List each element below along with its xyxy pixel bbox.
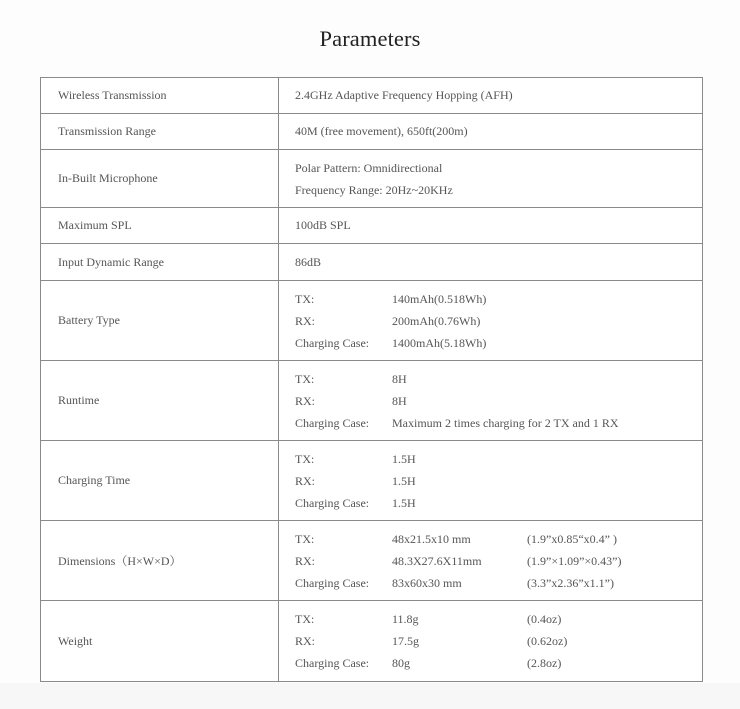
param-line: Polar Pattern: Omnidirectional [295, 160, 443, 175]
param-value: 2.4GHz Adaptive Frequency Hopping (AFH) [279, 78, 703, 114]
sub-key: TX: [295, 451, 315, 466]
sub-key: Charging Case: [295, 335, 370, 350]
sub-extra: (0.62oz) [527, 634, 568, 648]
sub-value: 140mAh(0.518Wh) [392, 291, 487, 306]
table-row [41, 281, 703, 361]
param-value: 100dB SPL [279, 208, 703, 244]
sub-item [295, 608, 702, 630]
param-value [279, 361, 703, 441]
sub-item [295, 550, 702, 572]
table-row [41, 361, 703, 441]
sub-key: RX: [295, 313, 316, 328]
page-footer-band [0, 683, 740, 709]
sub-item [295, 368, 702, 390]
sub-value: 1.5H [392, 473, 416, 488]
sub-value: 200mAh(0.76Wh) [392, 313, 481, 328]
sub-item [295, 652, 702, 674]
sub-value: 1.5H [392, 451, 416, 466]
sub-item [295, 630, 702, 652]
sub-item [295, 492, 702, 514]
sub-value: 83x60x30 mm [392, 575, 462, 590]
sub-key: Charging Case: [295, 495, 370, 510]
sub-item [295, 390, 702, 412]
sub-extra: (1.9”×1.09”×0.43”) [527, 553, 622, 568]
param-label: In-Built Microphone [41, 150, 279, 208]
table-row [41, 150, 703, 208]
sub-value: 80g [392, 656, 410, 670]
sub-item [295, 412, 702, 434]
sub-value: Maximum 2 times charging for 2 TX and 1 RX [392, 415, 619, 430]
sub-key: Charging Case: [295, 415, 370, 430]
param-label: Transmission Range [41, 114, 279, 150]
param-label: Weight [41, 601, 279, 682]
param-value [279, 150, 703, 208]
param-value: 40M (free movement), 650ft(200m) [279, 114, 703, 150]
param-line: Frequency Range: 20Hz~20KHz [295, 182, 453, 197]
table-row [41, 114, 703, 150]
sub-item [295, 288, 702, 310]
table-row [41, 208, 703, 244]
sub-item [295, 310, 702, 332]
sub-key: RX: [295, 393, 316, 408]
sub-value: 48.3X27.6X11mm [392, 553, 482, 568]
sub-extra: (0.4oz) [527, 612, 562, 626]
sub-key: TX: [295, 531, 315, 546]
param-label: Dimensions（H×W×D） [41, 521, 279, 601]
param-label: Wireless Transmission [41, 78, 279, 114]
table-row [41, 601, 703, 682]
sub-key: Charging Case: [295, 656, 370, 670]
sub-value: 17.5g [392, 634, 419, 648]
sub-item [295, 332, 702, 354]
sub-key: RX: [295, 473, 316, 488]
param-label: Maximum SPL [41, 208, 279, 244]
sub-key: RX: [295, 634, 316, 648]
sub-value: 11.8g [392, 612, 419, 626]
param-label: Input Dynamic Range [41, 244, 279, 281]
sub-extra: (2.8oz) [527, 656, 562, 670]
sub-value: 48x21.5x10 mm [392, 531, 471, 546]
table-row [41, 244, 703, 281]
sub-key: TX: [295, 291, 315, 306]
table-row [41, 441, 703, 521]
param-value [279, 601, 703, 682]
sub-item [295, 470, 702, 492]
sub-item [295, 448, 702, 470]
sub-key: RX: [295, 553, 316, 568]
param-value [279, 441, 703, 521]
sub-value: 8H [392, 393, 407, 408]
sub-value: 8H [392, 371, 407, 386]
sub-value: 1.5H [392, 495, 416, 510]
sub-key: TX: [295, 371, 315, 386]
sub-item [295, 528, 702, 550]
table-row [41, 521, 703, 601]
sub-key: Charging Case: [295, 575, 370, 590]
param-value: 86dB [279, 244, 703, 281]
sub-item [295, 572, 702, 594]
page-title: Parameters [319, 26, 421, 51]
table-row [41, 78, 703, 114]
sub-extra: (3.3”x2.36”x1.1”) [527, 575, 614, 590]
sub-extra: (1.9”x0.85“x0.4” ) [527, 531, 617, 546]
sub-key: TX: [295, 612, 315, 626]
parameters-table [40, 77, 703, 682]
param-label: Runtime [41, 361, 279, 441]
param-label: Charging Time [41, 441, 279, 521]
param-label: Battery Type [41, 281, 279, 361]
param-value [279, 521, 703, 601]
param-value [279, 281, 703, 361]
sub-value: 1400mAh(5.18Wh) [392, 335, 487, 350]
